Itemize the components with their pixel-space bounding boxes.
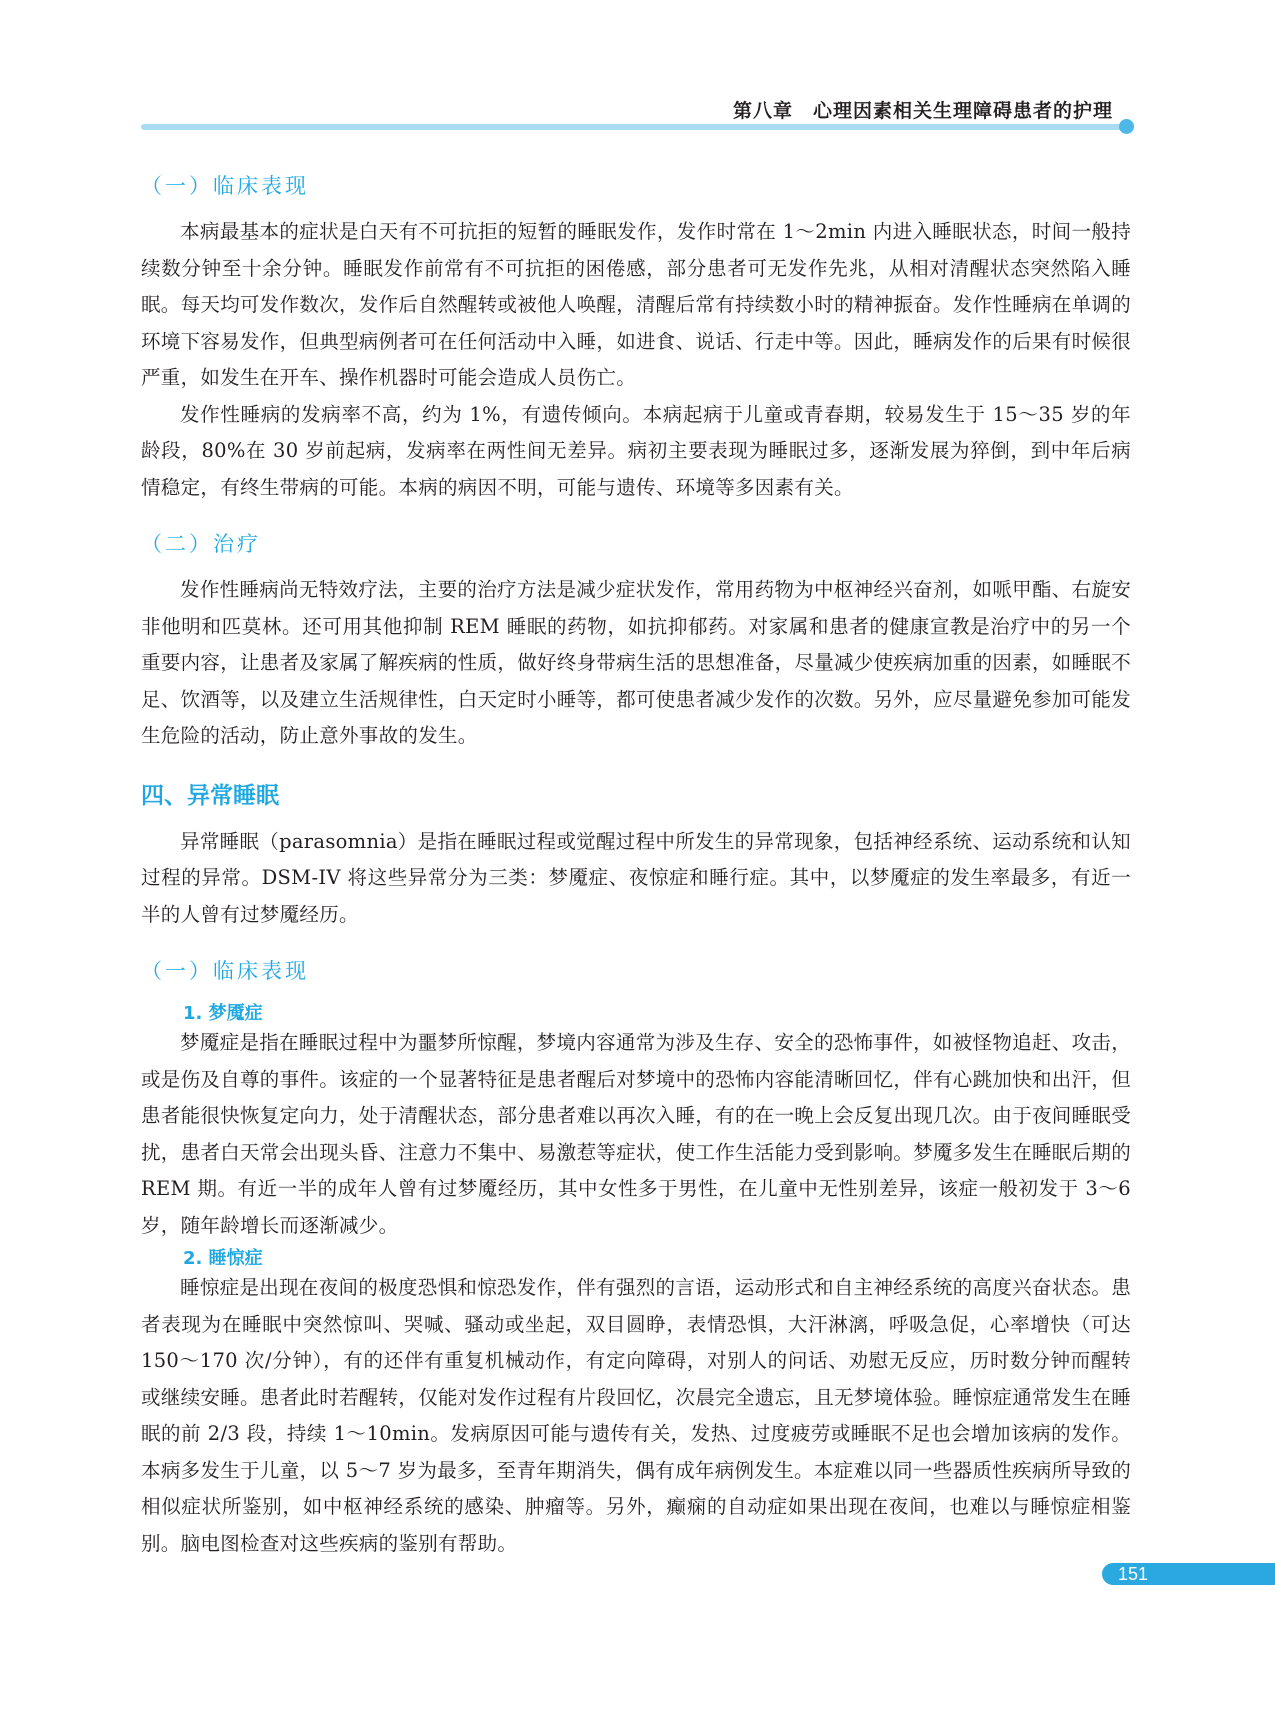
- paragraph: 发作性睡病的发病率不高，约为 1%，有遗传倾向。本病起病于儿童或青春期，较易发生于 15～35 岁的年龄段，80%在 30 岁前起病，发病率在两性间无差异。病初主要表现为睡眠过多，逐渐发展为猝倒，到中年后病情稳定，有终生带病的可能。本病的病因不明，可能与遗传、环境等多因素有关。: [141, 402, 1131, 499]
- page-content: [141, 170, 1131, 1562]
- chapter-title: 第八章 心理因素相关生理障碍患者的护理: [732, 100, 1113, 122]
- subsection-heading-clinical: （一）临床表现: [141, 174, 309, 198]
- page-number: 151: [1118, 1564, 1149, 1584]
- header-dot: [1119, 119, 1134, 134]
- subsection-heading-clinical-2: （一）临床表现: [141, 959, 309, 983]
- header-rule: [141, 124, 1126, 130]
- item-heading-sleep-terror: 2. 睡惊症: [183, 1248, 263, 1269]
- section-heading-parasomnia: 四、异常睡眠: [141, 782, 279, 809]
- paragraph: 本病最基本的症状是白天有不可抗拒的短暂的睡眠发作，发作时常在 1～2min 内进入睡眠状态，时间一般持续数分钟至十余分钟。睡眠发作前常有不可抗拒的困倦感，部分患者可无发作先兆，从相对清醒状态突然陷入睡眠。每天均可发作数次，发作后自然醒转或被他人唤醒，清醒后常有持续数小时的精神振奋。发作性睡病在单调的环境下容易发作，但典型病例者可在任何活动中入睡，如进食、说话、行走中等。因此，睡病发作的后果有时候很严重，如发生在开车、操作机器时可能会造成人员伤亡。: [141, 220, 1132, 389]
- paragraph: 发作性睡病尚无特效疗法，主要的治疗方法是减少症状发作，常用药物为中枢神经兴奋剂，如哌甲酯、右旋安非他明和匹莫林。还可用其他抑制 REM 睡眠的药物，如抗抑郁药。对家属和患者的健康宣教是治疗中的另一个重要内容，让患者及家属了解疾病的性质，做好终身带病生活的思想准备，尽量减少使疾病加重的因素，如睡眠不足、饮酒等，以及建立生活规律性，白天定时小睡等，都可使患者减少发作的次数。另外，应尽量避免参加可能发生危险的活动，防止意外事故的发生。: [141, 578, 1132, 747]
- paragraph: 梦魇症是指在睡眠过程中为噩梦所惊醒，梦境内容通常为涉及生存、安全的恐怖事件，如被怪物追赶、攻击，或是伤及自尊的事件。该症的一个显著特征是患者醒后对梦境中的恐怖内容能清晰回忆，伴有心跳加快和出汗，但患者能很快恢复定向力，处于清醒状态，部分患者难以再次入睡，有的在一晚上会反复出现几次。由于夜间睡眠受扰，患者白天常会出现头昏、注意力不集中、易激惹等症状，使工作生活能力受到影响。梦魇多发生在睡眠后期的 REM 期。有近一半的成年人曾有过梦魇经历，其中女性多于男性，在儿童中无性别差异，该症一般初发于 3～6 岁，随年龄增长而逐渐减少。: [141, 1031, 1132, 1237]
- item-heading-nightmare: 1. 梦魇症: [183, 1003, 263, 1024]
- subsection-heading-treatment: （二）治疗: [141, 532, 261, 556]
- paragraph: 睡惊症是出现在夜间的极度恐惧和惊恐发作，伴有强烈的言语，运动形式和自主神经系统的高度兴奋状态。患者表现为在睡眠中突然惊叫、哭喊、骚动或坐起，双目圆睁，表情恐惧，大汗淋漓，呼吸急促，心率增快（可达 150～170 次/分钟），有的还伴有重复机械动作，有定向障碍，对别人的问话、劝慰无反应，历时数分钟而醒转或继续安睡。患者此时若醒转，仅能对发作过程有片段回忆，次晨完全遗忘，且无梦境体验。睡惊症通常发生在睡眠的前 2/3 段，持续 1～10min。发病原因可能与遗传有关，发热、过度疲劳或睡眠不足也会增加该病的发作。本病多发生于儿童，以 5～7 岁为最多，至青年期消失，偶有成年病例发生。本症难以同一些器质性疾病所导致的相似症状所鉴别，如中枢神经系统的感染、肿瘤等。另外，癫痫的自动症如果出现在夜间，也难以与睡惊症相鉴别。脑电图检查对这些疾病的鉴别有帮助。: [141, 1276, 1132, 1555]
- paragraph: 异常睡眠（parasomnia）是指在睡眠过程或觉醒过程中所发生的异常现象，包括神经系统、运动系统和认知过程的异常。DSM-IV 将这些异常分为三类：梦魇症、夜惊症和睡行症。其中，以梦魇症的发生率最多，有近一半的人曾有过梦魇经历。: [141, 829, 1131, 926]
